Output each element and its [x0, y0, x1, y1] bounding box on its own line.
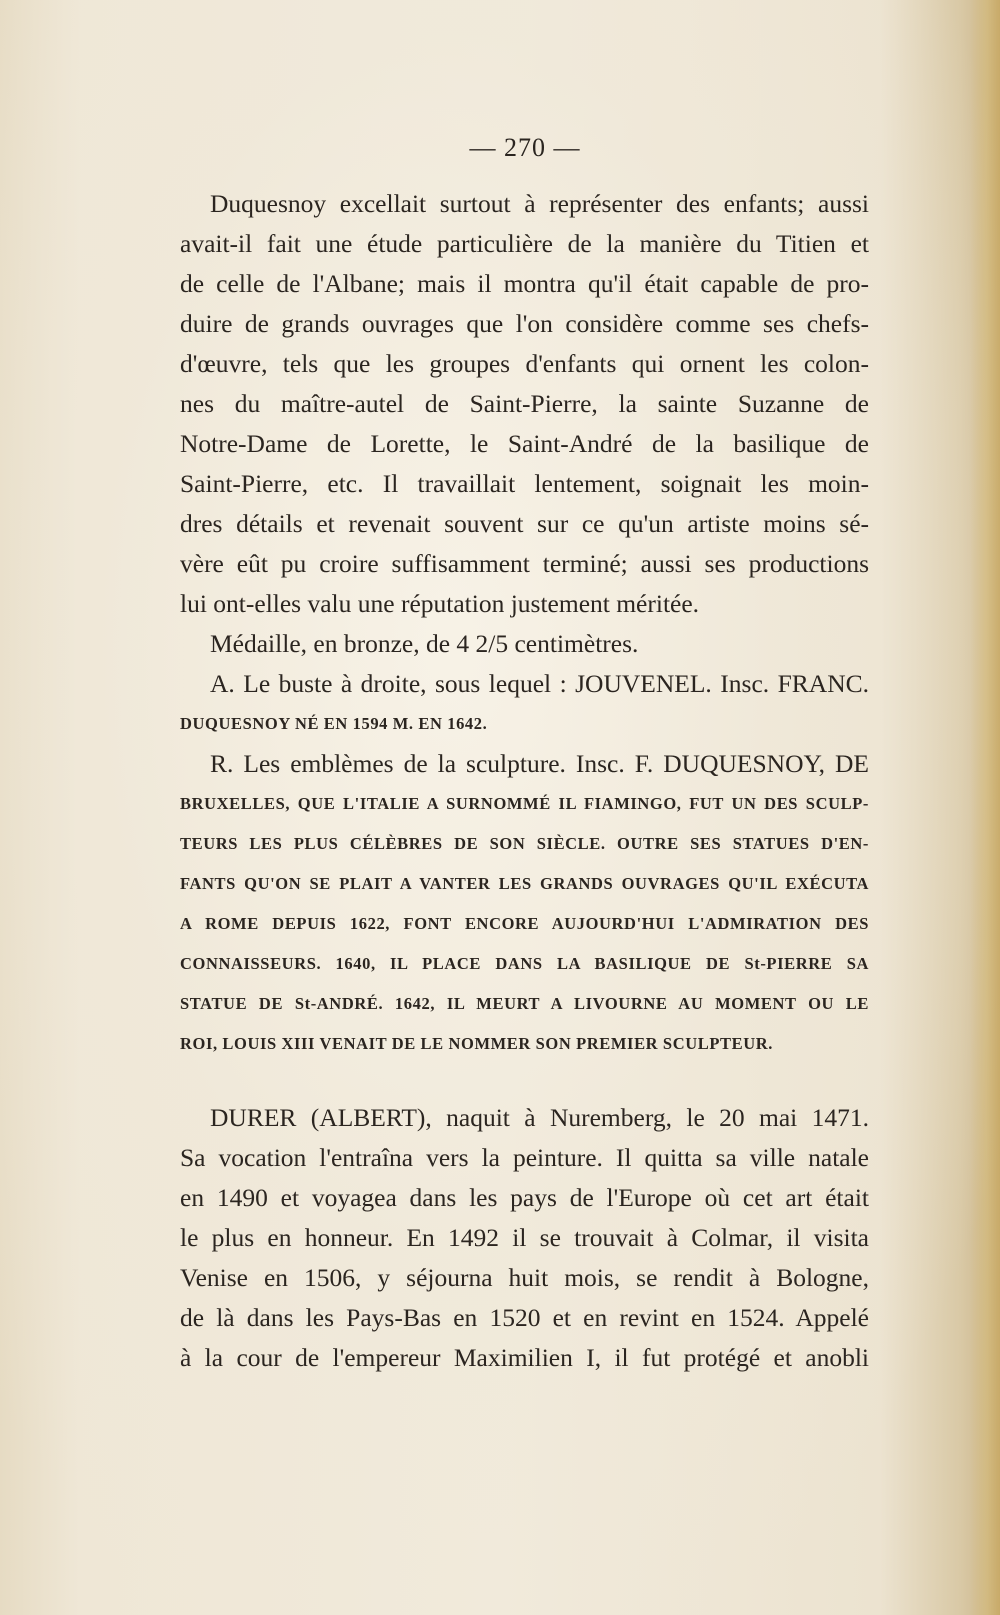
reverse-line: R. Les emblèmes de la sculpture. Insc. F. DUQUESNOY, DE	[210, 749, 869, 778]
text-line: Duquesnoy excellait surtout à représenter des enfants; aussi	[210, 189, 869, 218]
text-line: avait-il fait une étude particulière de la manière du Titien et	[180, 229, 869, 258]
reverse-description	[180, 744, 869, 784]
text-line: de là dans les Pays-Bas en 1520 et en revint en 1524. Appelé	[180, 1303, 869, 1332]
medal-line: Médaille, en bronze, de 4 2/5 centimètres.	[210, 629, 639, 658]
text-line: Sa vocation l'entraîna vers la peinture. Il quitta sa ville natale	[180, 1143, 869, 1172]
text-line: nes du maître-autel de Saint-Pierre, la sainte Suzanne de	[180, 389, 869, 418]
inscription-line: BRUXELLES, QUE L'ITALIE A SURNOMMÉ IL FIAMINGO, FUT UN DES SCULP-	[180, 794, 869, 813]
inscription-line: A ROME DEPUIS 1622, FONT ENCORE AUJOURD'HUI L'ADMIRATION DES	[180, 914, 869, 933]
text-line: de celle de l'Albane; mais il montra qu'il était capable de pro-	[180, 269, 869, 298]
medal-description	[180, 624, 869, 664]
text-line: d'œuvre, tels que les groupes d'enfants qui ornent les colon-	[180, 349, 869, 378]
inscription-line: TEURS LES PLUS CÉLÈBRES DE SON SIÈCLE. OUTRE SES STATUES D'EN-	[180, 834, 869, 853]
inscription-line: STATUE DE St-ANDRÉ. 1642, IL MEURT A LIVOURNE AU MOMENT OU LE	[180, 994, 869, 1013]
inscription-line: FANTS QU'ON SE PLAIT A VANTER LES GRANDS OUVRAGES QU'IL EXÉCUTA	[180, 874, 869, 893]
text-line: Venise en 1506, y séjourna huit mois, se rendit à Bologne,	[180, 1263, 869, 1292]
obverse-line: A. Le buste à droite, sous lequel : JOUVENEL. Insc. FRANC.	[210, 669, 869, 698]
reverse-inscription	[180, 784, 869, 1064]
obverse-description	[180, 664, 869, 704]
text-line: le plus en honneur. En 1492 il se trouvait à Colmar, il visita	[180, 1223, 869, 1252]
text-line: à la cour de l'empereur Maximilien I, il fut protégé et anobli	[180, 1343, 869, 1372]
text-line: duire de grands ouvrages que l'on considère comme ses chefs-	[180, 309, 869, 338]
text-line: dres détails et revenait souvent sur ce qu'un artiste moins sé-	[180, 509, 869, 538]
obverse-inscription	[180, 704, 869, 744]
inscription-line: DUQUESNOY NÉ EN 1594 M. EN 1642.	[180, 714, 488, 733]
paragraph-durer	[180, 1098, 869, 1378]
text-line: vère eût pu croire suffisamment terminé; aussi ses productions	[180, 549, 869, 578]
inscription-line: CONNAISSEURS. 1640, IL PLACE DANS LA BASILIQUE DE St-PIERRE SA	[180, 954, 869, 973]
page-number: — 270 —	[469, 133, 581, 162]
text-line: en 1490 et voyagea dans les pays de l'Europe où cet art était	[180, 1183, 869, 1212]
text-line: Notre-Dame de Lorette, le Saint-André de la basilique de	[180, 429, 869, 458]
text-line: Saint-Pierre, etc. Il travaillait lentement, soignait les moin-	[180, 469, 869, 498]
paragraph-duquesnoy	[180, 184, 869, 624]
inscription-line: ROI, LOUIS XIII VENAIT DE LE NOMMER SON PREMIER SCULPTEUR.	[180, 1034, 773, 1053]
text-line: lui ont-elles valu une réputation justement méritée.	[180, 589, 700, 618]
page-edge-shadow	[970, 0, 1000, 1615]
text-line: DURER (ALBERT), naquit à Nuremberg, le 20 mai 1471.	[210, 1103, 869, 1132]
